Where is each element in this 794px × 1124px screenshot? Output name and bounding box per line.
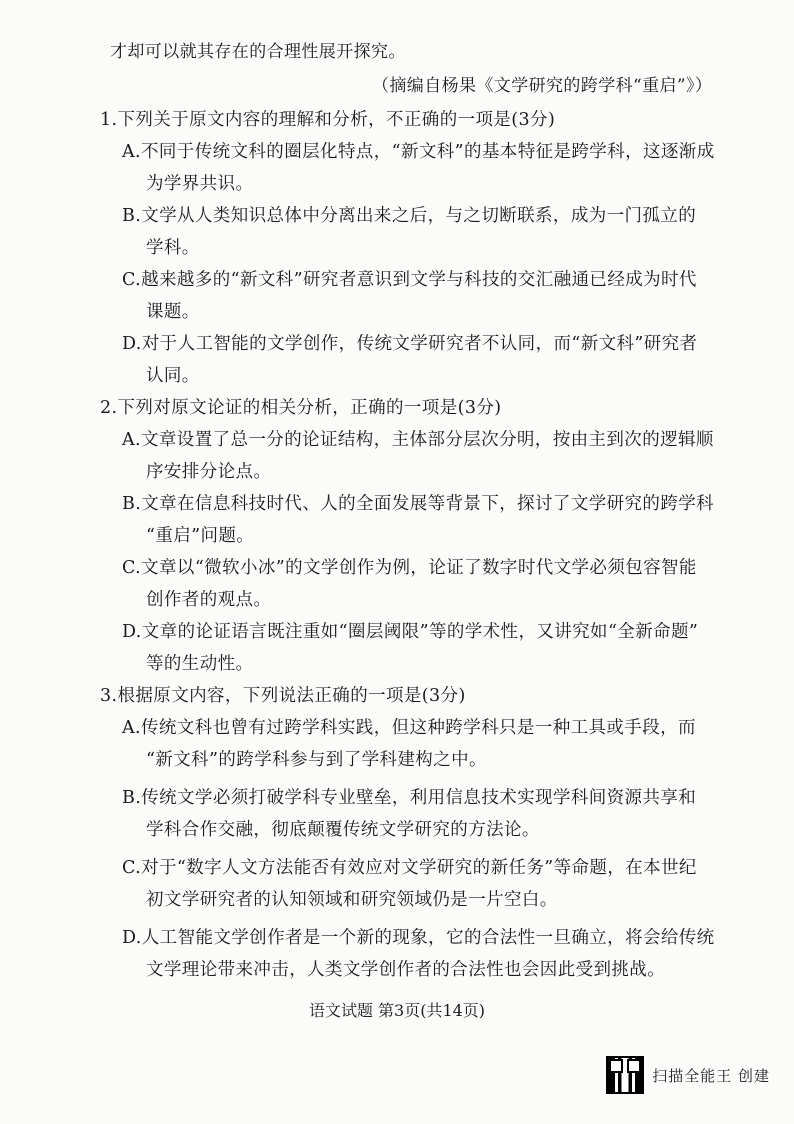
q3-option-d: D.人工智能文学创作者是一个新的现象，它的合法性一旦确立，将会给传统: [122, 928, 715, 948]
q1-option-d: D.对于人工智能的文学创作，传统文学研究者不认同，而“新文科”研究者: [122, 334, 698, 354]
question-2-stem: 2.下列对原文论证的相关分析，正确的一项是(3分): [100, 398, 502, 418]
q2-option-a: A.文章设置了总一分的论证结构，主体部分层次分明，按由主到次的逻辑顺: [122, 430, 714, 450]
q1-option-a: A.不同于传统文科的圈层化特点，“新文科”的基本特征是跨学科，这逐渐成: [122, 142, 715, 162]
q2-option-c-cont: 创作者的观点。: [146, 590, 272, 610]
q3-option-a: A.传统文科也曾有过跨学科实践，但这种跨学科只是一种工具或手段，而: [122, 718, 696, 738]
q2-option-c: C.文章以“微软小冰”的文学创作为例，论证了数字时代文学必须包容智能: [122, 558, 697, 578]
q2-option-d: D.文章的论证语言既注重如“圈层阈限”等的学术性，又讲究如“全新命题”: [122, 622, 699, 642]
question-1-stem: 1.下列关于原文内容的理解和分析，不正确的一项是(3分): [100, 110, 556, 130]
page-footer: 语文试题 第3页(共14页): [308, 1001, 486, 1020]
passage-intro: 才却可以就其存在的合理性展开探究。: [110, 42, 406, 62]
q2-option-a-cont: 序安排分论点。: [146, 462, 272, 482]
q3-option-c: C.对于“数字人文方法能否有效应对文学研究的新任务”等命题，在本世纪: [122, 858, 697, 878]
q3-option-a-cont: “新文科”的跨学科参与到了学科建构之中。: [146, 750, 487, 770]
q1-option-b: B.文学从人类知识总体中分离出来之后，与之切断联系，成为一门孤立的: [122, 206, 697, 226]
q3-option-b: B.传统文学必须打破学科专业壁垒，利用信息技术实现学科间资源共享和: [122, 788, 697, 808]
q3-option-c-cont: 初文学研究者的认知领域和研究领域仍是一片空白。: [146, 890, 558, 910]
q3-option-d-cont: 文学理论带来冲击，人类文学创作者的合法性也会因此受到挑战。: [146, 960, 666, 980]
q2-option-b-cont: “重启”问题。: [146, 526, 255, 546]
q1-option-c: C.越来越多的“新文科”研究者意识到文学与科技的交汇融通已经成为时代: [122, 270, 697, 290]
passage-source: （摘编自杨果《文学研究的跨学科“重启”》）: [372, 76, 713, 96]
q3-option-b-cont: 学科合作交融，彻底颠覆传统文学研究的方法论。: [146, 820, 540, 840]
q1-option-a-cont: 为学界共识。: [146, 174, 254, 194]
scanner-watermark: [606, 1056, 770, 1094]
watermark-text: 扫描全能王 创建: [652, 1066, 770, 1085]
question-3-stem: 3.根据原文内容，下列说法正确的一项是(3分): [100, 686, 466, 706]
q2-option-b: B.文章在信息科技时代、人的全面发展等背景下，探讨了文学研究的跨学科: [122, 494, 715, 514]
q1-option-b-cont: 学科。: [146, 238, 200, 258]
q1-option-d-cont: 认同。: [146, 366, 200, 386]
q1-option-c-cont: 课题。: [146, 302, 200, 322]
qr-code-icon: [606, 1056, 644, 1094]
q2-option-d-cont: 等的生动性。: [146, 654, 254, 674]
